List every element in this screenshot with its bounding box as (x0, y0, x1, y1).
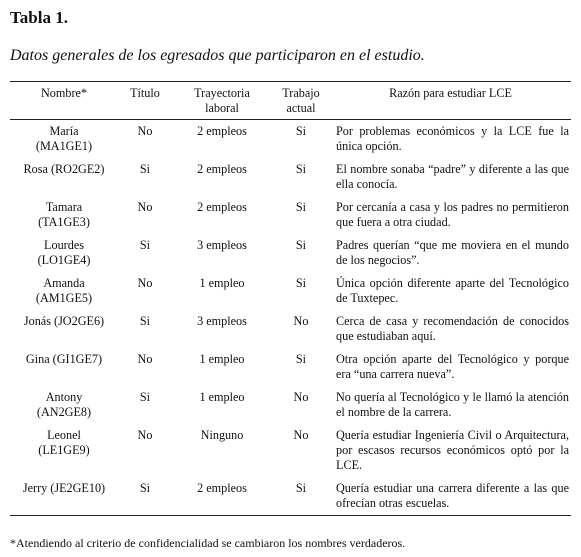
header-nombre: Nombre* (40, 86, 88, 100)
cell-nombre-line1: Rosa (RO2GE2) (23, 162, 105, 176)
cell-nombre (10, 158, 118, 196)
cell-nombre-line1: Amanda (43, 276, 85, 290)
cell-trayectoria: 2 empleos (197, 200, 247, 214)
header-trayectoria (172, 82, 272, 120)
cell-nombre-line1: Tamara (45, 200, 83, 214)
cell-razon: Quería estudiar una carrera diferente a las que ofrecían otras escuelas. (336, 481, 569, 510)
cell-nombre-line1: María (49, 124, 79, 138)
cell-razon: Por problemas económicos y la LCE fue la única opción. (336, 124, 569, 153)
cell-titulo: No (137, 352, 153, 366)
table-header-row (10, 82, 571, 120)
cell-nombre-line1: Jonás (JO2GE6) (23, 314, 105, 328)
cell-trabajo: Si (295, 162, 307, 176)
cell-trabajo: No (293, 390, 309, 404)
cell-trabajo: No (293, 428, 309, 442)
cell-nombre (10, 272, 118, 310)
cell-titulo: Si (139, 238, 151, 252)
cell-razon: Por cercanía a casa y los padres no permitieron que fuera a otra ciudad. (336, 200, 569, 229)
cell-nombre-line1: Leonel (47, 428, 81, 442)
cell-nombre-line2: (LO1GE4) (37, 253, 91, 267)
header-trayectoria-line1: Trayectoria (194, 86, 250, 100)
cell-nombre-line1: Gina (GI1GE7) (25, 352, 103, 366)
header-trayectoria-line2: laboral (205, 101, 239, 115)
cell-nombre (10, 234, 118, 272)
cell-nombre (10, 120, 118, 159)
cell-trayectoria: 2 empleos (197, 481, 247, 495)
cell-trabajo: Si (295, 276, 307, 290)
cell-nombre-line2: (AM1GE5) (35, 291, 93, 305)
header-trabajo (272, 82, 330, 120)
cell-razon: Única opción diferente aparte del Tecnológico de Tuxtepec. (336, 276, 569, 305)
table-label: Tabla 1. (10, 8, 68, 27)
header-titulo: Título (130, 86, 160, 100)
cell-razon: Otra opción aparte del Tecnológico y porque era “una carrera nueva”. (336, 352, 569, 381)
header-trabajo-line1: Trabajo (282, 86, 320, 100)
cell-trabajo: Si (295, 481, 307, 495)
cell-trayectoria: 2 empleos (197, 162, 247, 176)
cell-trabajo: Si (295, 200, 307, 214)
table-row (10, 348, 571, 386)
cell-trayectoria: 3 empleos (197, 314, 247, 328)
table-caption: Datos generales de los egresados que participaron en el estudio. (10, 47, 425, 64)
cell-titulo: No (137, 200, 153, 214)
cell-razon: No quería al Tecnológico y le llamó la atención el nombre de la carrera. (336, 390, 569, 419)
cell-nombre (10, 310, 118, 348)
cell-nombre (10, 424, 118, 477)
header-razon: Razón para estudiar LCE (389, 86, 512, 100)
cell-titulo: No (137, 276, 153, 290)
cell-nombre (10, 477, 118, 516)
cell-trayectoria: Ninguno (200, 428, 244, 442)
cell-titulo: No (137, 124, 153, 138)
cell-trayectoria: 1 empleo (199, 276, 245, 290)
graduates-table (10, 81, 571, 516)
header-trabajo-line2: actual (286, 101, 316, 115)
cell-nombre-line2: (TA1GE3) (38, 215, 90, 229)
cell-nombre-line1: Lourdes (44, 238, 84, 252)
cell-razon: Padres querían “que me moviera en el mundo de los negocios”. (336, 238, 569, 267)
table-row (10, 310, 571, 348)
cell-trayectoria: 2 empleos (197, 124, 247, 138)
cell-nombre-line1: Jerry (JE2GE10) (22, 481, 106, 495)
cell-trabajo: Si (295, 352, 307, 366)
table-row (10, 477, 571, 516)
cell-nombre-line2: (MA1GE1) (35, 139, 93, 153)
cell-nombre (10, 348, 118, 386)
cell-nombre (10, 196, 118, 234)
cell-titulo: Si (139, 314, 151, 328)
table-row (10, 386, 571, 424)
table-row (10, 424, 571, 477)
cell-trayectoria: 3 empleos (197, 238, 247, 252)
cell-trabajo: Si (295, 238, 307, 252)
cell-nombre-line2: (LE1GE9) (38, 443, 90, 457)
cell-titulo: Si (139, 162, 151, 176)
cell-titulo: No (137, 428, 153, 442)
cell-trabajo: No (293, 314, 309, 328)
table-footnote: *Atendiendo al criterio de confidencialidad se cambiaron los nombres verdaderos. (10, 536, 406, 550)
table-row (10, 120, 571, 159)
cell-nombre-line1: Antony (45, 390, 83, 404)
cell-razon: Quería estudiar Ingeniería Civil o Arquitectura, por escasos recursos económicos optó por la LCE. (336, 428, 569, 472)
cell-razon: El nombre sonaba “padre” y diferente a las que ella conocía. (336, 162, 569, 191)
cell-trabajo: Si (295, 124, 307, 138)
cell-trayectoria: 1 empleo (199, 390, 245, 404)
table-row (10, 196, 571, 234)
cell-nombre (10, 386, 118, 424)
cell-trayectoria: 1 empleo (199, 352, 245, 366)
table-row (10, 234, 571, 272)
cell-titulo: Si (139, 481, 151, 495)
cell-razon: Cerca de casa y recomendación de conocidos que estudiaban aquí. (336, 314, 569, 343)
cell-nombre-line2: (AN2GE8) (36, 405, 92, 419)
table-row (10, 158, 571, 196)
table-row (10, 272, 571, 310)
cell-titulo: Si (139, 390, 151, 404)
